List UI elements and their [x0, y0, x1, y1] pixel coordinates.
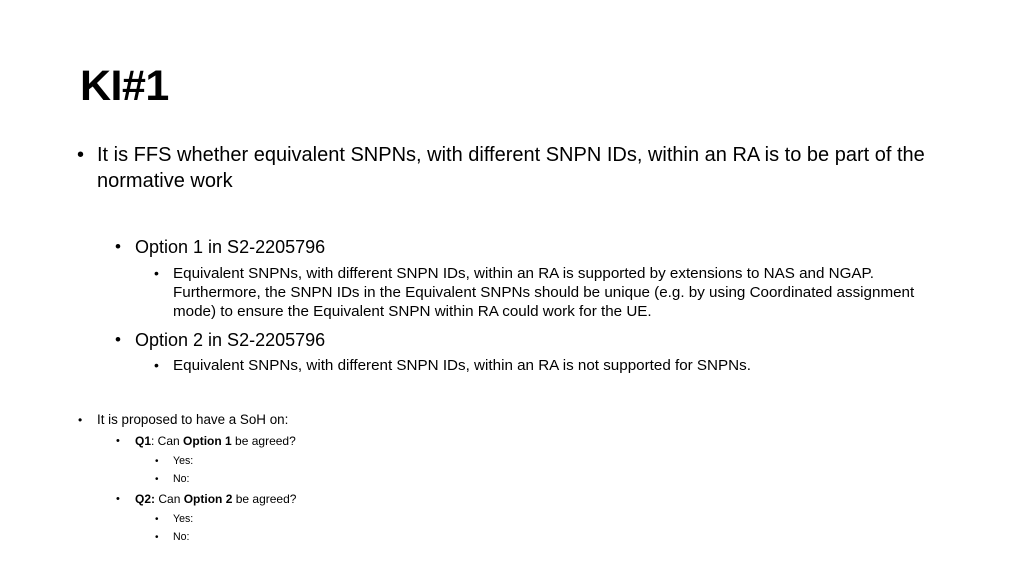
- question-1-answer-yes: [155, 454, 573, 469]
- option-2-bullet: [115, 328, 925, 352]
- soh-intro-bullet: [78, 411, 697, 429]
- answer-text: No:: [173, 531, 190, 543]
- bullet-dot: •: [78, 413, 83, 427]
- option-1-detail: Equivalent SNPNs, with different SNPN IDs, within an RA is supported by extensions to NAS and NGAP. Furthermore, the SNPN IDs in the Equivalent SNPNs should be unique (e.g. by using Coordinated assignment mode) to ensure the Equivalent SNPN within RA could work for the UE.: [173, 265, 915, 320]
- question-1-sep: : Can: [151, 434, 184, 448]
- bullet-dot: •: [115, 330, 121, 349]
- answer-text: Yes:: [173, 513, 194, 525]
- question-1-tail: be agreed?: [231, 434, 296, 448]
- question-1: [116, 433, 735, 450]
- option-2-detail: Equivalent SNPNs, with different SNPN IDs, within an RA is not supported for SNPNs.: [173, 357, 751, 374]
- bullet-dot: •: [155, 532, 159, 543]
- bullet-dot: •: [154, 357, 159, 373]
- soh-intro: It is proposed to have a SoH on:: [97, 412, 289, 427]
- bullet-dot: •: [116, 493, 120, 505]
- answer-text: Yes:: [173, 455, 194, 467]
- main-bullet: [77, 142, 927, 194]
- question-1-label: Q1: [135, 434, 152, 448]
- question-2-answer-no: [155, 530, 573, 545]
- question-2: [116, 491, 735, 508]
- bullet-dot: •: [154, 265, 159, 281]
- slide-title: KI#1: [80, 62, 169, 110]
- bullet-dot: •: [116, 435, 120, 447]
- option-2-label: Option 2 in S2-2205796: [135, 330, 326, 350]
- option-1-detail-bullet: [154, 264, 943, 321]
- question-2-sep: Can: [155, 492, 184, 506]
- question-2-label: Q2:: [135, 492, 156, 506]
- bullet-dot: •: [155, 474, 159, 485]
- bullet-dot: •: [155, 456, 159, 467]
- answer-text: No:: [173, 473, 190, 485]
- question-2-option: Option 2: [183, 492, 233, 506]
- option-1-label: Option 1 in S2-2205796: [135, 237, 326, 257]
- option-1-bullet: [115, 235, 925, 259]
- question-2-answer-yes: [155, 512, 573, 527]
- option-2-detail-bullet: [154, 356, 943, 375]
- question-1-answer-no: [155, 472, 573, 487]
- bullet-dot: •: [77, 144, 85, 166]
- question-2-tail: be agreed?: [232, 492, 297, 506]
- question-1-option: Option 1: [183, 434, 232, 448]
- bullet-dot: •: [155, 514, 159, 525]
- main-bullet-text: It is FFS whether equivalent SNPNs, with different SNPN IDs, within an RA is to be part of the normative work: [97, 144, 925, 192]
- bullet-dot: •: [115, 237, 121, 256]
